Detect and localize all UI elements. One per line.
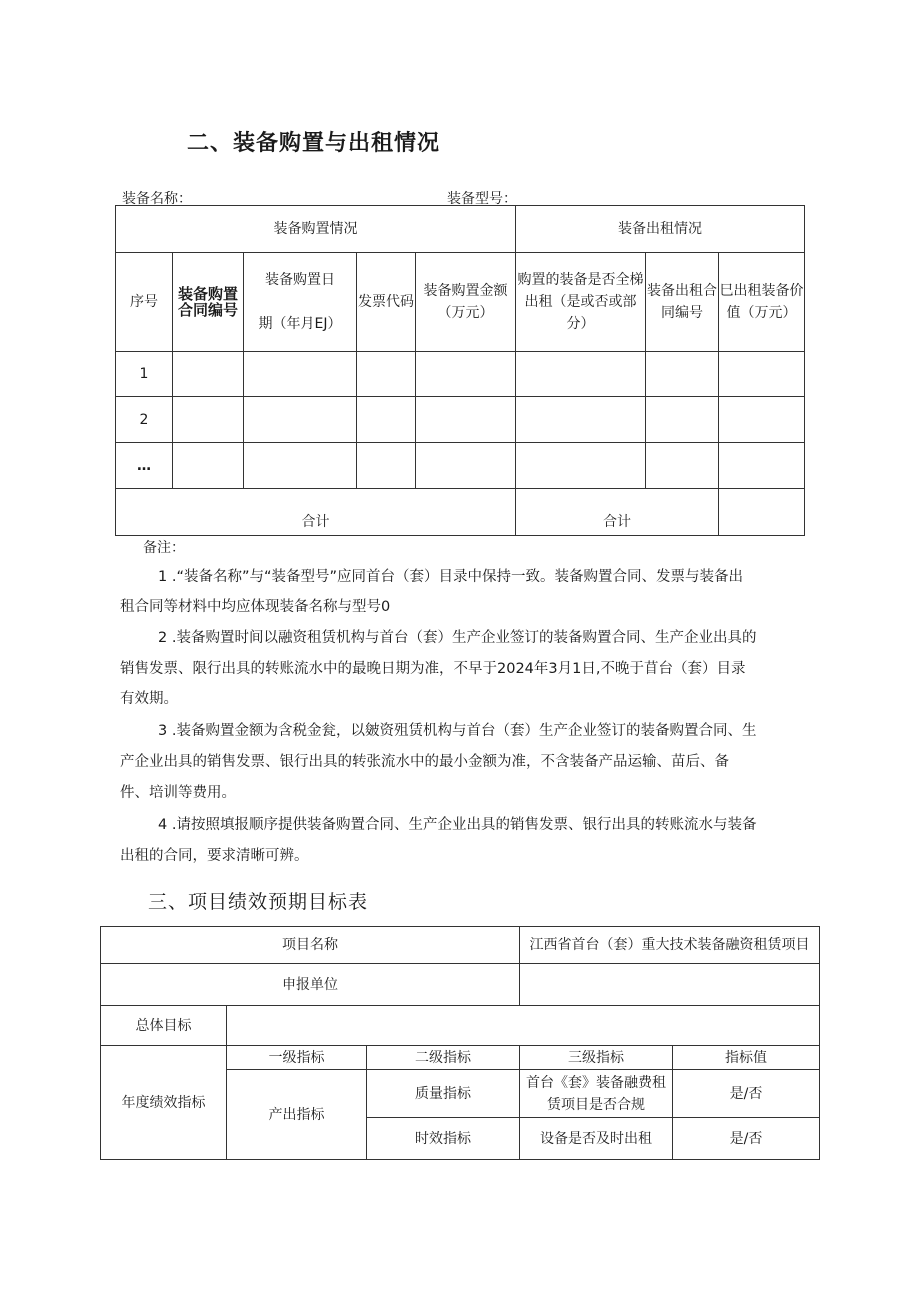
note-line: 有效期。 [120,691,178,707]
head-level1: 一级指标 [227,1046,367,1070]
equipment-model-label: 装备型号： [447,191,517,207]
unit-label: 申报单位 [101,964,520,1006]
col-seq-header: 序号 [116,253,173,352]
group-purchase-header: 装备购置情况 [116,206,516,253]
value-cell: 是/否 [673,1118,820,1160]
col-date-header: 装备购置日 期（年月EJ） [244,253,357,352]
table-row [116,397,805,443]
col-rented-header: 购置的装备是否全梯出租（是或否或部分） [516,253,646,352]
output-label: 产出指标 [227,1070,367,1160]
level2-cell: 质量指标 [367,1070,520,1118]
note-line: 销售发票、限行出具的转账流水中的最晚日期为准，不早于2024年3月1日,不晚于苜台（套）目录 [120,661,746,677]
note-line: 3 .装备购置金额为含税金瓮，以皴资殂赁机构与首台（套）生产企业签订的装备购置合同、生 [158,723,757,739]
note-line: 4 .请按照填报顺序提供装备购置合同、生产企业出具的销售发票、银行出具的转账流水与装备 [158,817,757,833]
total-label-purchase: 合计 [116,489,516,536]
head-level2: 二级指标 [367,1046,520,1070]
row-seq: 2 [116,397,173,443]
col-contract-header: 装备购置合同编号 [173,253,244,352]
value-cell: 是/否 [673,1070,820,1118]
notes-title: 备注： [143,540,185,556]
row-seq: 1 [116,352,173,397]
annual-label: 年度绩效指标 [101,1046,227,1160]
col-invoice-header: 发票代码 [357,253,416,352]
note-line: 租合同等材料中均应体现装备名称与型号0 [120,599,391,615]
row-seq: … [116,443,173,489]
total-label-rent: 合计 [516,489,719,536]
col-rent-value-header: 巳出租装备价值（万元） [719,253,805,352]
level3-cell: 首台《套》装备融费租赁项目是否合规 [520,1070,673,1118]
level3-cell: 设备是否及时出租 [520,1118,673,1160]
note-line: 出租的合同，要求清晰可辨。 [120,848,309,864]
group-rent-header: 装备出租情况 [516,206,805,253]
head-level3: 三级指标 [520,1046,673,1070]
note-line: 件、培训等费用。 [120,785,236,801]
table-row [116,352,805,397]
purchase-rent-table [115,205,805,536]
section2-title: 二、装备购置与出租情况 [187,131,441,156]
table-row [116,443,805,489]
project-name-label: 项目名称 [101,927,520,964]
overall-label: 总体目标 [101,1006,227,1046]
note-line: 2 .装备购置时间以融资租赁机构与首台（套）生产企业签订的装备购置合同、生产企业出具的 [158,630,757,646]
level2-cell: 时效指标 [367,1118,520,1160]
note-line: 产企业出具的销售发票、银行出具的转张流水中的最小金额为准，不含装备产品运输、苗后、备 [120,754,729,770]
col-rent-contract-header: 装备出租合同编号 [646,253,719,352]
performance-target-table [100,926,820,1160]
col-amount-header: 装备购置金额（万元） [416,253,516,352]
head-value: 指标值 [673,1046,820,1070]
equipment-name-label: 装备名称： [122,191,192,207]
total-row [116,489,805,536]
note-line: 1 .“装备名称”与“装备型号”应同首台（套）目录中保持一致。装备购置合同、发票与装备出 [158,569,743,585]
section3-title: 三、项目绩效预期目标表 [148,891,369,913]
project-name-value: 江西省首台（套）重大技术装备融资租赁项目 [520,927,820,964]
